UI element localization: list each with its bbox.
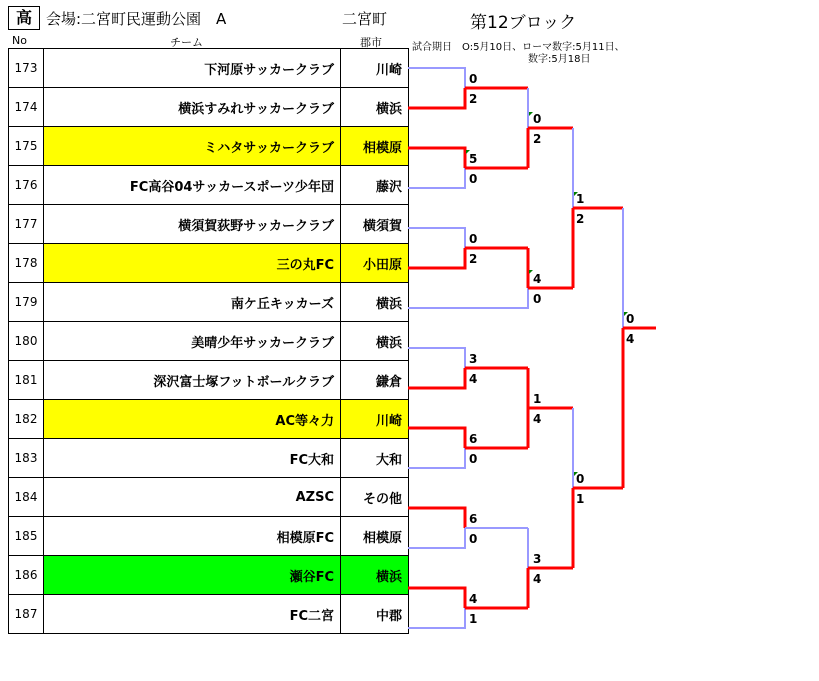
match-score: 2 — [533, 132, 542, 146]
team-city: 相模原 — [341, 517, 409, 556]
match-score: 6 — [469, 512, 478, 526]
team-number: 181 — [9, 361, 44, 400]
column-header-team: チーム — [170, 36, 203, 49]
match-score: 4 — [533, 572, 542, 586]
bracket-line — [408, 68, 465, 88]
team-number: 176 — [9, 166, 44, 205]
match-score: 0 — [469, 232, 478, 246]
team-city: 鎌倉 — [341, 361, 409, 400]
match-score: 2 — [576, 212, 585, 226]
team-name: 下河原サッカークラブ — [44, 49, 341, 88]
match-score: 4 — [533, 272, 542, 286]
bracket-line — [408, 148, 465, 168]
team-number: 180 — [9, 322, 44, 361]
team-number: 184 — [9, 478, 44, 517]
column-header-no: No — [12, 34, 27, 47]
bracket-line — [408, 428, 465, 448]
team-city: その他 — [341, 478, 409, 517]
bracket-line — [408, 368, 465, 388]
team-name: FC高谷04サッカースポーツ少年団 — [44, 166, 341, 205]
block-title: 第12ブロック — [470, 13, 577, 33]
school-level-badge: 高 — [8, 6, 40, 30]
match-score: 4 — [469, 372, 478, 386]
bracket-line — [408, 508, 465, 528]
team-number: 185 — [9, 517, 44, 556]
team-name: 美晴少年サッカークラブ — [44, 322, 341, 361]
match-score: 5 — [469, 152, 478, 166]
team-number: 183 — [9, 439, 44, 478]
team-city: 横浜 — [341, 556, 409, 595]
bracket-line — [408, 588, 465, 608]
match-score: 0 — [626, 312, 635, 326]
team-name: 南ケ丘キッカーズ — [44, 283, 341, 322]
bracket-line — [408, 228, 465, 248]
match-score: 6 — [469, 432, 478, 446]
team-number: 182 — [9, 400, 44, 439]
team-name: 深沢富士塚フットボールクラブ — [44, 361, 341, 400]
team-name: AZSC — [44, 478, 341, 517]
bracket-line — [408, 288, 528, 308]
team-name: 相模原FC — [44, 517, 341, 556]
team-number: 173 — [9, 49, 44, 88]
team-name: 三の丸FC — [44, 244, 341, 283]
team-name: 瀬谷FC — [44, 556, 341, 595]
match-score: 0 — [469, 172, 478, 186]
venue-title: 会場:二宮町民運動公園 A — [46, 10, 227, 28]
bracket-line — [408, 88, 465, 108]
team-number: 187 — [9, 595, 44, 634]
match-score: 3 — [533, 552, 542, 566]
team-number: 179 — [9, 283, 44, 322]
match-score: 1 — [533, 392, 542, 406]
bracket-line — [408, 348, 465, 368]
team-number: 186 — [9, 556, 44, 595]
schedule-note-line1: 試合期日 O:5月10日、ローマ数字:5月11日、 — [412, 42, 625, 53]
team-city: 横須賀 — [341, 205, 409, 244]
team-city: 中郡 — [341, 595, 409, 634]
team-city: 相模原 — [341, 127, 409, 166]
team-city: 大和 — [341, 439, 409, 478]
team-number: 178 — [9, 244, 44, 283]
match-score: 1 — [576, 192, 585, 206]
match-score: 0 — [533, 112, 542, 126]
match-score: 2 — [469, 252, 478, 266]
team-name: FC二宮 — [44, 595, 341, 634]
team-city: 横浜 — [341, 322, 409, 361]
team-number: 177 — [9, 205, 44, 244]
team-city: 小田原 — [341, 244, 409, 283]
schedule-note-line2: 数字:5月18日 — [528, 54, 591, 65]
column-header-city: 郡市 — [360, 36, 382, 49]
team-name: FC大和 — [44, 439, 341, 478]
team-city: 藤沢 — [341, 166, 409, 205]
match-score: 0 — [469, 72, 478, 86]
match-score: 0 — [576, 472, 585, 486]
bracket-line — [408, 448, 465, 468]
bracket-line — [408, 608, 465, 628]
match-score: 1 — [576, 492, 585, 506]
team-number: 174 — [9, 88, 44, 127]
team-name: ミハタサッカークラブ — [44, 127, 341, 166]
team-city: 横浜 — [341, 283, 409, 322]
team-number: 175 — [9, 127, 44, 166]
match-score: 4 — [469, 592, 478, 606]
bracket-line — [408, 248, 465, 268]
match-score: 0 — [469, 532, 478, 546]
team-name: AC等々力 — [44, 400, 341, 439]
team-name: 横須賀荻野サッカークラブ — [44, 205, 341, 244]
match-score: 2 — [469, 92, 478, 106]
bracket-line — [408, 168, 465, 188]
team-city: 川崎 — [341, 49, 409, 88]
match-score: 1 — [469, 612, 478, 626]
team-city: 川崎 — [341, 400, 409, 439]
match-score: 3 — [469, 352, 478, 366]
bracket-line — [408, 528, 465, 548]
match-score: 0 — [469, 452, 478, 466]
team-city: 横浜 — [341, 88, 409, 127]
match-score: 0 — [533, 292, 542, 306]
venue-town: 二宮町 — [342, 10, 388, 28]
team-name: 横浜すみれサッカークラブ — [44, 88, 341, 127]
match-score: 4 — [626, 332, 635, 346]
match-score: 4 — [533, 412, 542, 426]
